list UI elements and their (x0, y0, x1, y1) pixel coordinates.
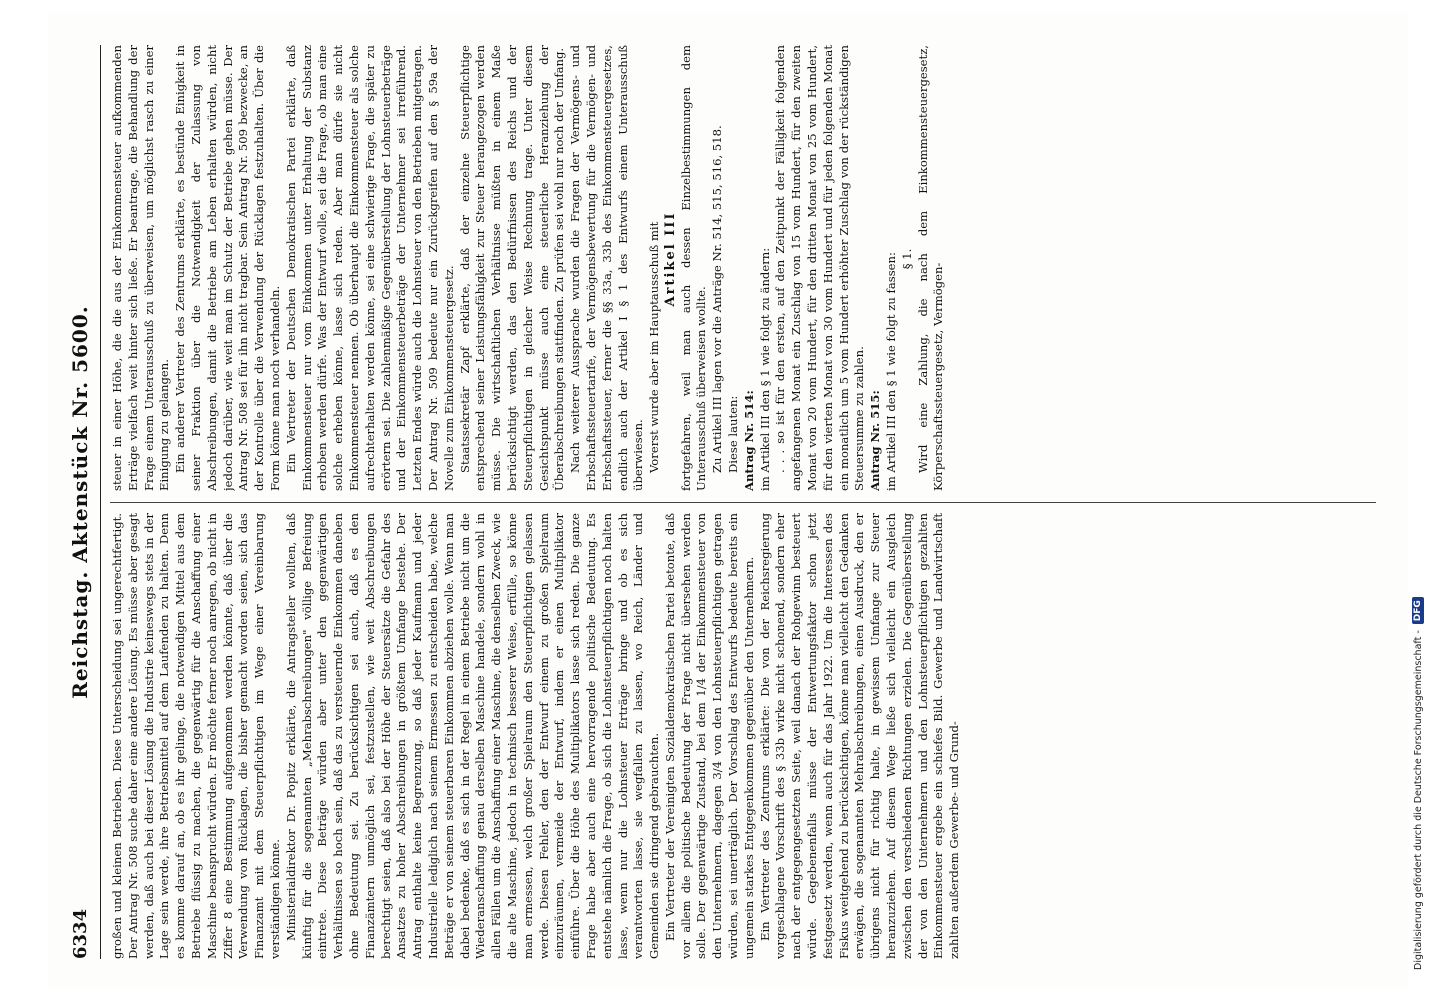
rotated-page-content (48, 27, 1388, 977)
paragraph: Nach weiterer Aussprache wurden die Fragen der Vermögens- und Erbschaftssteuertarife, der Vermögensbewertung für die Vermögen- und Erbschaftssteuer, ferner die §§ 33a, 33b des Einkommensteuergesetzes, endlich auch der Artikel I § 1 des Entwurfs einem Unterausschuß überwiesen. (568, 45, 646, 491)
paragraph: steuer in einer Höhe, die die aus der Einkommensteuer aufkommenden Erträge vielfach weit hinter sich ließe. Er beantrage, die Behandlung der Frage einem Unterausschuß zu überweisen, um möglichst rasch zu einer Einigung zu gelangen. (110, 45, 172, 491)
sidebar-credit-text: Digitalisierung gefördert durch die Deutsche Forschungsgemeinschaft - (1412, 630, 1424, 970)
paragraph: Ein Vertreter des Zentrums erklärte: Die von der Reichsregierung vorgeschlagene Vorschrift des § 33b wirke nicht schonend, sondern eher nach der entgegengesetzten Seite, weil danach der Rohgewinn besteuert würde. Gegebenenfalls müsse der Entwertungsfaktor schon jetzt festgesetzt werden, wenn auch für das Jahr 1922. Um die Interessen des Fiskus weitgehend zu berücksichtigen, könne man vielleicht den Gedanken erwägen, die sogenannten Mehrabschreibungen, einen Ausdruck, den er übrigens nicht für richtig halte, in gewissem Umfange zur Steuer heranzuziehen. Auf diesem Wege ließe sich vielleicht ein Ausgleich zwischen den verschiedenen Richtungen erzielen. Die Gegenüberstellung der von den Unternehmern und den Lohnsteuerpflichtigen gezahlten Einkommensteuer ergebe ein schiefes Bild. Gewerbe und Landwirtschaft zahlten außerdem Gewerbe- und Grund- (757, 513, 962, 959)
paragraph: Staatssekretär Zapf erklärte, daß der einzelne Steuerpflichtige entsprechend seiner Leistungsfähigkeit zur Steuer herangezogen werden müsse. Die wirtschaftlichen Verhältnisse müßten in einem Maße berücksichtigt werden, das den Bedürfnissen des Reichs und der Steuerpflichtigen in gleicher Weise Rechnung trage. Unter diesem Gesichtspunkt müsse auch eine steuerliche Heranziehung der Überabschreibungen stattfinden. Zu prüfen sei wohl nur noch der Umfang. (457, 45, 567, 491)
right-column (110, 45, 1378, 491)
paragraph: Ein Vertreter der Vereinigten Sozialdemokratischen Partei betonte, daß vor allem die politische Bedeutung der Frage nicht übersehen werden solle. Der gegenwärtige Zustand, bei dem 1/4 der Einkommensteuer von den Unternehmern, dagegen 3/4 von den Lohnsteuerpflichtigen getragen würden, sei unerträglich. Der Vorschlag des Entwurfs bedeute bereits ein ungemein starkes Entgegenkommen gegenüber den Unternehmern. (662, 513, 756, 959)
dfg-logo: DFG (1412, 597, 1424, 624)
digitization-sidebar (1406, 10, 1430, 990)
paragraph: fortgefahren, weil man auch dessen Einzelbestimmungen dem Unterausschuß überweisen wollte. (678, 45, 709, 491)
page-number: 6334 (70, 908, 91, 959)
paragraph: Diese lauten: (726, 395, 741, 473)
page-header (64, 45, 98, 959)
article-heading: Artikel III (662, 211, 678, 307)
paragraph: Zu Artikel III lagen vor die Anträge Nr. 514, 515, 516, 518. (710, 125, 725, 473)
paragraph: Ministerialdirektor Dr. Popitz erklärte, die Antragsteller wollten, daß künftig für die sogenannten „Mehrabschreibungen" völlige Befreiung eintrete. Diese Beträge würden aber unter den gegenwärtigen Verhältnissen so hoch sein, daß das zu versteuernde Einkommen daneben ohne Bedeutung sei. Zu berücksichtigen sei auch, daß es den Finanzämtern unmöglich sei, festzustellen, wie weit Abschreibungen berechtigt seien, daß also bei der Höhe der Steuersätze die Gefahr des Ansatzes zu hoher Abschreibungen in größtem Umfange bestehe. Der Antrag enthalte keine Begrenzung, so daß jeder Kaufmann und jeder Industrielle lediglich nach seinem Ermessen zu entscheiden habe, welche Beträge er von seinem steuerbaren Einkommen abziehen wolle. Wenn man dabei bedenke, daß es sich in der Regel in einem Betriebe nicht um die Wiederanschaffung genau derselben Maschine handele, sondern wohl in allen Fällen um die Anschaffung einer Maschine, die denselben Zweck, wie die alte Maschine, jedoch in technisch besserer Weise, erfülle, so könne man ermessen, welch großer Spielraum den Steuerpflichtigen gelassen werde. Diesen Fehler, den der Entwurf einem zu großen Spielraum einzuräumen, vermeide der Entwurf, indem er einen Multiplikator einführe. Über die Höhe des Multiplikators lasse sich reden. Die ganze Frage habe aber auch eine hervorragende politische Bedeutung. Es entstehe nämlich die Frage, ob sich die Lohnsteuerpflichtigen noch halten lasse, wenn nur die Lohnsteuer Erträge bringe und ob es sich verantworten lasse, sie wegfallen zu lassen, wo Reich, Länder und Gemeinden sie dringend gebrauchten. (283, 513, 662, 959)
paragraph: im Artikel III den § 1 wie folgt zu ändern: (757, 247, 772, 491)
paragraph: im Artikel III den § 1 wie folgt zu fassen: (884, 252, 899, 491)
paragraph: Ein anderer Vertreter des Zentrums erklärte, es bestünde Einigkeit in seiner Fraktion über die Notwendigkeit der Zulassung von Abschreibungen, damit die Betriebe am Leben erhalten würden, nicht jedoch darüber, wie weit man im Schutz der Betriebe gehen müsse. Der Antrag Nr. 508 sei für ihn nicht tragbar. Sein Antrag Nr. 509 bezwecke, an der Kontrolle über die Verwendung der Rücklagen festzuhalten. Über die Form könne man noch verhandeln. (173, 45, 282, 491)
paragraph: Wird eine Zahlung, die nach dem Einkommensteuergesetz, Körperschaftssteuergesetz, Vermögen- (915, 45, 946, 491)
paragraph: Ein Vertreter der Deutschen Demokratischen Partei erklärte, daß Einkommensteuer nur vom Einkommen unter Erhaltung der Substanz erhoben werden dürfe. Was der Entwurf wolle, sei die Frage, ob man eine solche erheben könne, lasse sich reden. Aber man dürfe sie nicht Einkommensteuer nennen. Ob überhaupt die Einkommensteuer als solche aufrechterhalten werden könne, sei eine schwierige Frage, die später zu erörtern sei. Die zahlenmäßige Gegenüberstellung der Lohnsteuerbeträge und der Einkommensteuerbeträge der Unternehmer sei irreführend. Letzten Endes würde auch die Lohnsteuer von den Betrieben mitgetragen. Der Antrag Nr. 509 bedeute nur ein Zurückgreifen auf den § 59a der Novelle zum Einkommensteuergesetz. (283, 45, 456, 491)
running-head: Reichstag. Aktenstück Nr. 5600. (68, 305, 92, 699)
column-separator (110, 502, 1376, 503)
left-column (110, 513, 1378, 959)
sidebar-credit (1408, 10, 1428, 970)
scanned-page (48, 12, 1408, 987)
paragraph: Antrag Nr. 514: (741, 390, 756, 491)
paragraph: Antrag Nr. 515: (868, 390, 883, 491)
paragraph: großen und kleinen Betrieben. Diese Unterscheidung sei ungerechtfertigt. Der Antrag Nr. 508 suche daher eine andere Lösung. Es müsse aber gesagt werden, daß auch bei dieser Lösung die Industrie keineswegs stets in der Lage sein werde, ihre Betriebsmittel auf dem Laufenden zu halten. Denn es komme darauf an, ob es ihr gelinge, die notwendigen Mittel aus dem Betriebe flüssig zu machen, die gegenwärtig für die Anschaffung einer Maschine beansprucht würden. Er möchte ferner noch anregen, ob nicht in Ziffer 8 eine Bestimmung aufgenommen werden könnte, daß über die Verwendung von Rücklagen, die bisher gemacht worden seien, sich das Finanzamt mit dem Steuerpflichtigen im Wege einer Vereinbarung verständigen könne. (110, 513, 282, 959)
paragraph-mark: § 1. (899, 248, 914, 270)
paragraph: . . . so ist für den ersten, auf den Zeitpunkt der Fälligkeit folgenden angefangenen Monat ein Zuschlag von 15 vom Hundert, für den zweiten Monat von 20 vom Hundert, für den dritten Monat von 25 vom Hundert, für den vierten Monat von 30 vom Hundert und für jeden folgenden Monat ein monatlich um 5 vom Hundert erhöhter Zuschlag von der rückständigen Steuersumme zu zahlen. (773, 45, 867, 491)
paragraph: Vorerst wurde aber im Hauptausschuß mit (647, 221, 662, 473)
header-rule (100, 45, 101, 959)
